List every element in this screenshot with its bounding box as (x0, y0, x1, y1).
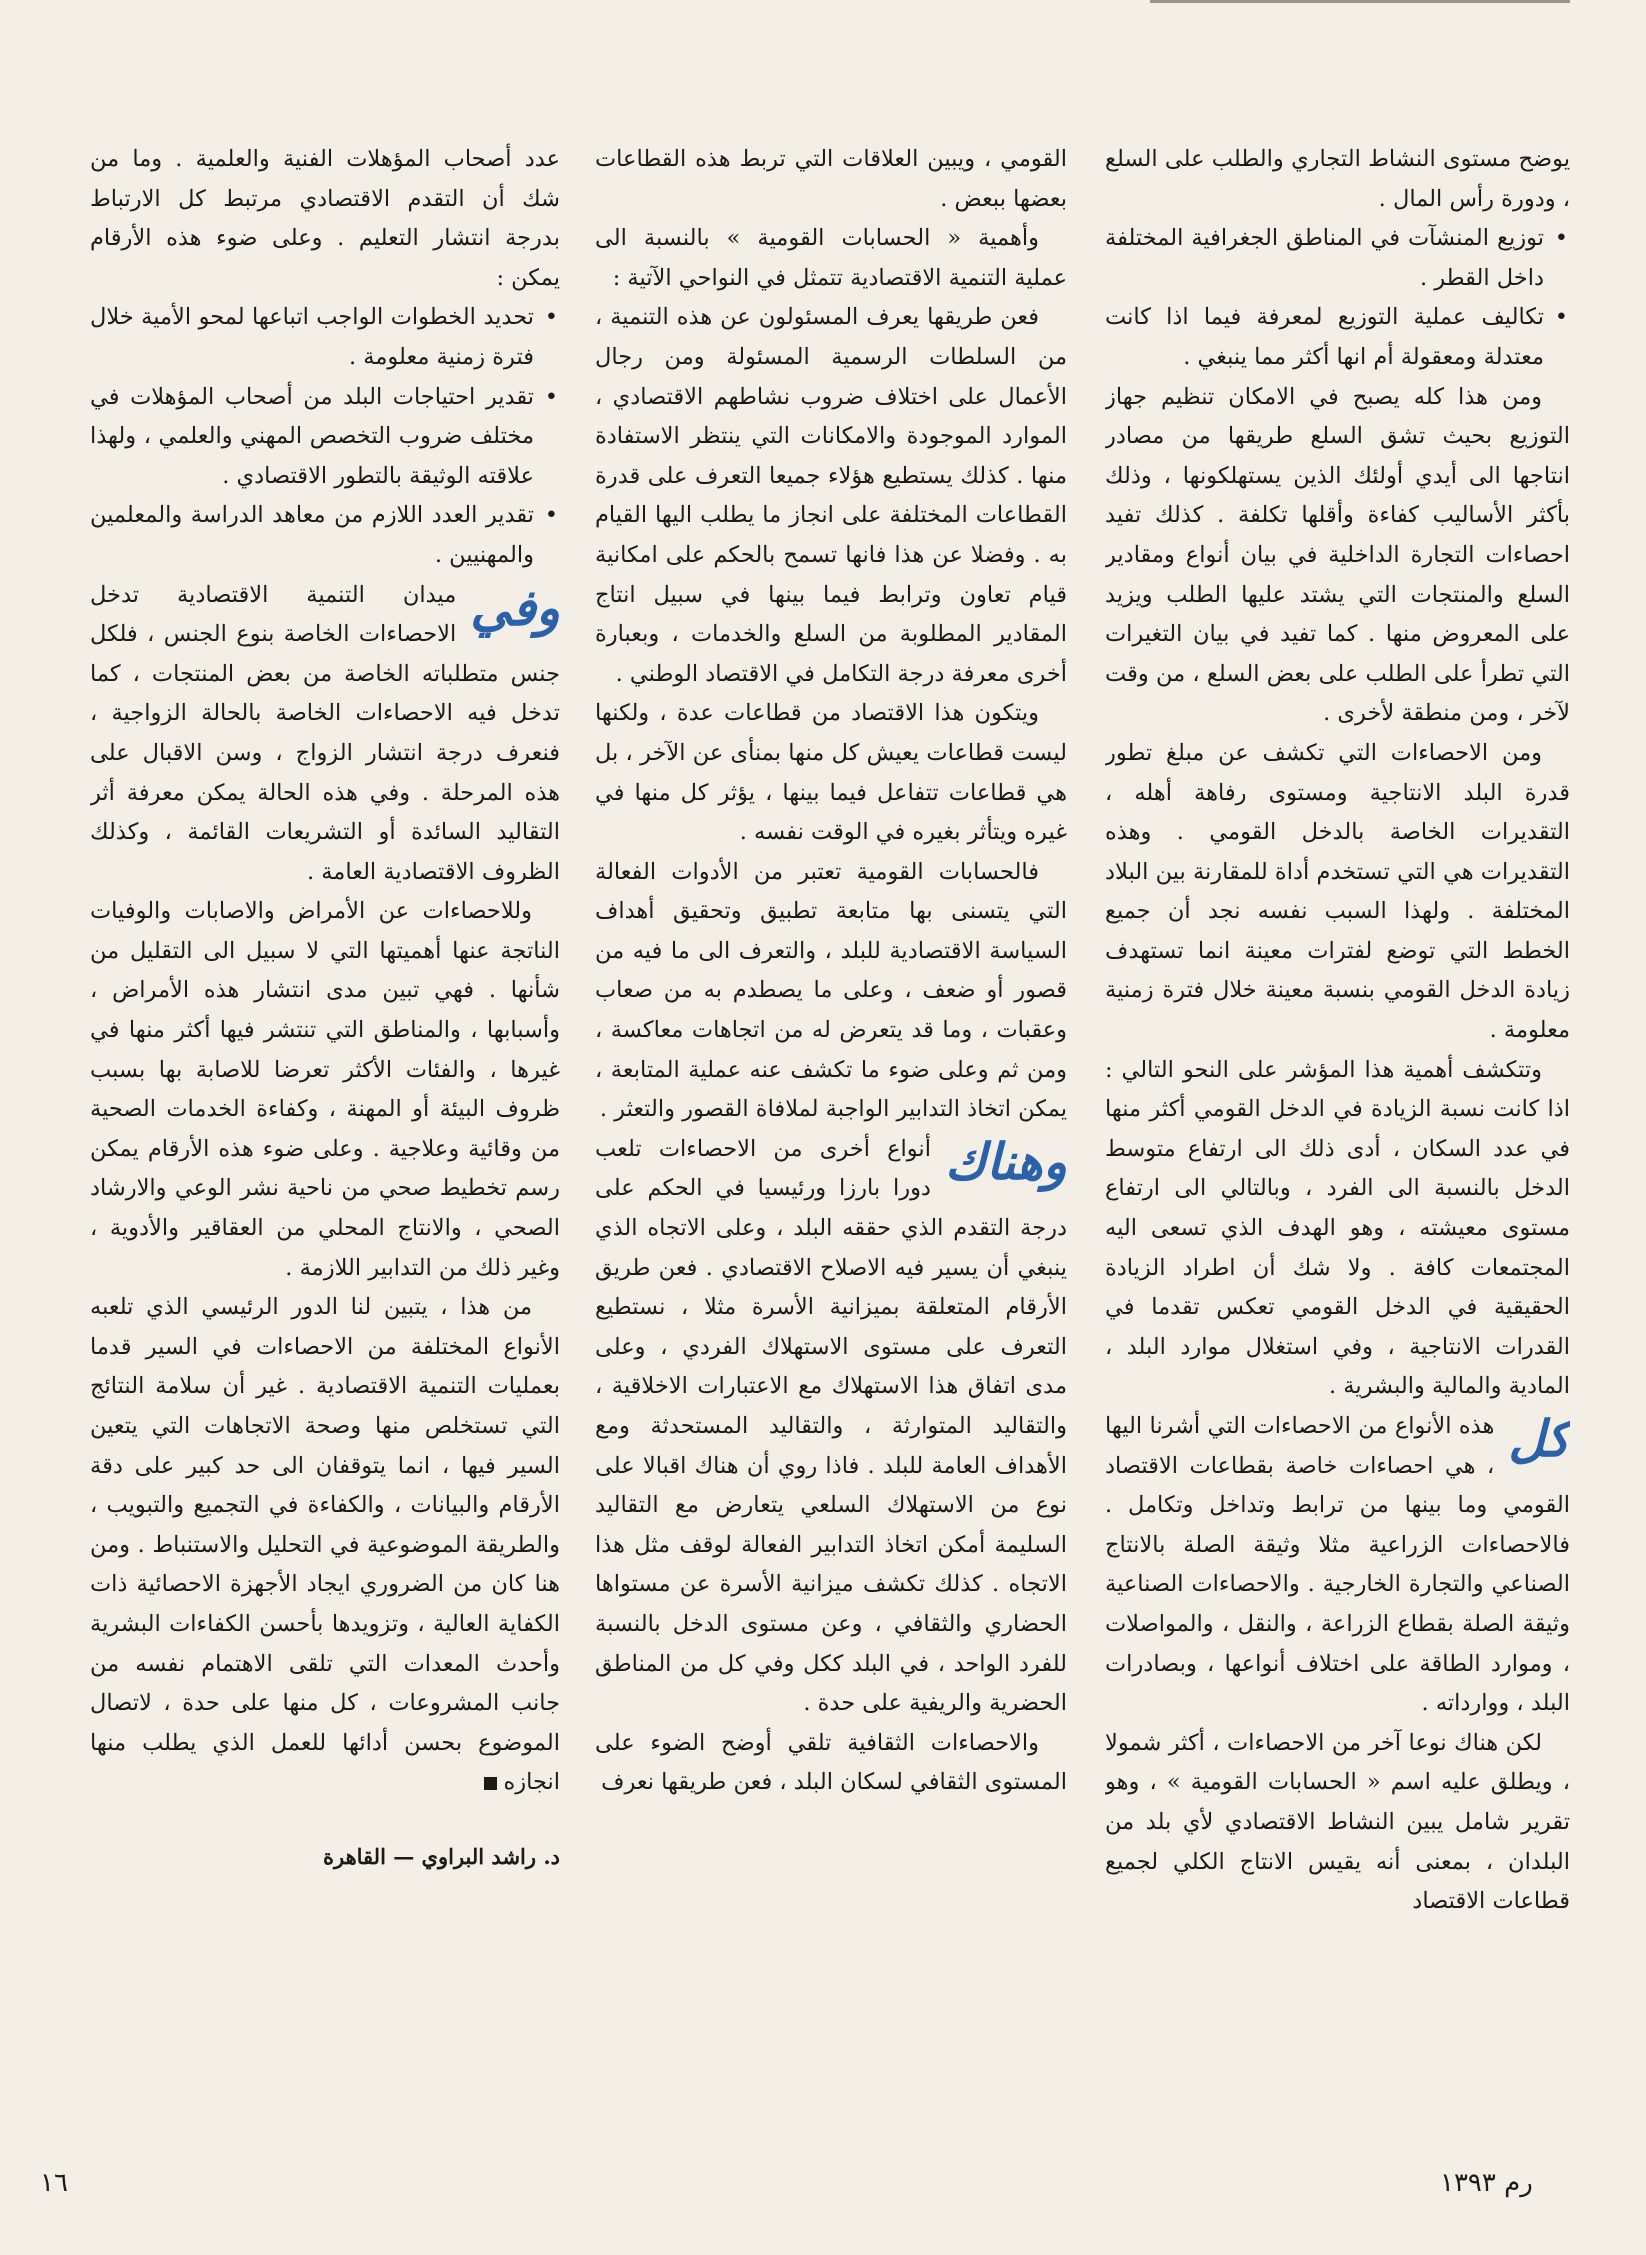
paragraph (90, 892, 560, 1288)
paragraph (90, 1288, 560, 1803)
paragraph (595, 1724, 1067, 1803)
column-middle (595, 140, 1067, 2130)
issue-number: رم ١٣٩٣ (1440, 2168, 1533, 2198)
paragraph-text: توزيع المنشآت في المناطق الجغرافية المختلفة داخل القطر . (1105, 225, 1544, 291)
bullet-item (90, 298, 560, 377)
paragraph (595, 219, 1067, 298)
bullet-item (90, 378, 560, 497)
section-dropcap: وهناك (944, 1131, 1067, 1191)
paragraph-text: وتتكشف أهمية هذا المؤشر على النحو التالي : اذا كانت نسبة الزيادة في الدخل القومي أكثر منها في عدد السكان ، أدى ذلك الى ارتفاع متوسط الدخل بالنسبة الى الفرد ، وبالتالي الى ارتفاع مستوى معيشته ، وهو الهدف الذي تسعى اليه المجتمعات كافة . ولا شك أن اطراد الزيادة الحقيقية في الدخل القومي تعكس تقدما في القدرات الانتاجية ، وفي استغلال موارد البلد ، المادية والمالية والبشرية . (1105, 1056, 1570, 1400)
paragraph-text: تكاليف عملية التوزيع لمعرفة فيما اذا كانت معتدلة ومعقولة أم انها أكثر مما ينبغي . (1105, 304, 1544, 370)
paragraph (90, 140, 560, 298)
section-paragraph (595, 1130, 1067, 1724)
paragraph-text: أنواع أخرى من الاحصاءات تلعب دورا بارزا ورئيسيا في الحكم على درجة التقدم الذي حققه البلد ، وعلى الاتجاه الذي ينبغي أن يسير فيه الاصلاح الاقتصادي . فعن طريق الأرقام المتعلقة بميزانية الأسرة مثلا ، نستطيع التعرف على مستوى الاستهلاك الفردي ، وعلى مدى اتفاق هذا الاستهلاك مع الاعتبارات الاخلاقية ، والتقاليد المتوارثة ، والتقاليد المستحدثة ومع الأهداف العامة للبلد . فاذا روي أن هناك اقبالا على نوع من الاستهلاك السلعي يتعارض مع التقاليد السليمة أمكن اتخاذ التدابير الفعالة لوقف مثل هذا الاتجاه . كذلك تكشف ميزانية الأسرة عن مستواها الحضاري والثقافي ، وعن مستوى الدخل بالنسبة للفرد الواحد ، في البلد ككل وفي كل من المناطق الحضرية والريفية على حدة . (595, 1135, 1067, 1717)
paragraph-text: ومن الاحصاءات التي تكشف عن مبلغ تطور قدرة البلد الانتاجية ومستوى رفاهة أهله ، التقديرات الخاصة بالدخل القومي . وهذه التقديرات هي التي تستخدم أداة للمقارنة بين البلاد المختلفة . ولهذا السبب نفسه نجد أن جميع الخطط التي توضع لفترات معينة انما تستهدف زيادة الدخل القومي بنسبة معينة خلال فترة زمنية معلومة . (1105, 739, 1570, 1044)
paragraph-text: هذه الأنواع من الاحصاءات التي أشرنا اليها ، هي احصاءات خاصة بقطاعات الاقتصاد القومي وما بينها من ترابط وتداخل وتكامل . فالاحصاءات الزراعية مثلا وثيقة الصلة بالانتاج الصناعي والتجارة الخارجية . والاحصاءات الصناعية وثيقة الصلة بقطاع الزراعة ، والنقل ، والمواصلات ، وموارد الطاقة على اختلاف أنواعها ، وبصادرات البلد ، ووارداته . (1105, 1413, 1570, 1717)
paragraph (1105, 1724, 1570, 1922)
paragraph-text: تقدير العدد اللازم من معاهد الدراسة والمعلمين والمهنيين . (90, 502, 534, 568)
bullet-item (90, 496, 560, 575)
column-left-body (90, 140, 560, 1803)
paragraph-text: والاحصاءات الثقافية تلقي أوضح الضوء على المستوى الثقافي لسكان البلد ، فعن طريقها نعرف (595, 1729, 1067, 1796)
paragraph-text: تقدير احتياجات البلد من أصحاب المؤهلات في مختلف ضروب التخصص المهني والعلمي ، ولهذا علاقته الوثيقة بالتطور الاقتصادي . (90, 383, 534, 489)
paragraph-text: يوضح مستوى النشاط التجاري والطلب على السلع ، ودورة رأس المال . (1105, 146, 1570, 212)
paragraph-text: القومي ، ويبين العلاقات التي تربط هذه القطاعات بعضها ببعض . (595, 146, 1067, 212)
column-right (1105, 140, 1570, 2130)
top-rule (1150, 0, 1570, 9)
section-paragraph (1105, 1407, 1570, 1724)
page-number: ١٦ (40, 2168, 68, 2198)
bullet-item (1105, 298, 1570, 377)
paragraph-text: عدد أصحاب المؤهلات الفنية والعلمية . وما من شك أن التقدم الاقتصادي مرتبط كل الارتباط بدرجة انتشار التعليم . وعلى ضوء هذه الأرقام يمكن : (90, 146, 560, 291)
paragraph-text: من هذا ، يتبين لنا الدور الرئيسي الذي تلعبه الأنواع المختلفة من الاحصاءات في السير قدما بعمليات التنمية الاقتصادية . غير أن سلامة النتائج التي تستخلص منها وصحة الاتجاهات التي يتعين السير فيها ، انما يتوقفان الى حد كبير على دقة الأرقام والبيانات ، والكفاءة في التجميع والتبويب ، والطريقة الموضوعية في التحليل والاستنباط . ومن هنا كان من الضروري ايجاد الأجهزة الاحصائية ذات الكفاية العالية ، وتزويدها بأحسن الكفاءات البشرية وأحدث المعدات التي تلقى الاهتمام نفسه من جانب المشروعات ، كل منها على حدة ، لاتصال الموضوع بحسن أدائها للعمل الذي يطلب منها انجازه (90, 1294, 560, 1796)
paragraph-text: وأهمية « الحسابات القومية » بالنسبة الى عملية التنمية الاقتصادية تتمثل في النواحي الآتية : (595, 225, 1067, 291)
paragraph (595, 694, 1067, 852)
paragraph (595, 298, 1067, 694)
end-of-article-mark (484, 1777, 497, 1790)
paragraph-text: ويتكون هذا الاقتصاد من قطاعات عدة ، ولكنها ليست قطاعات يعيش كل منها بمنأى عن الآخر ، بل هي قطاعات تتفاعل فيما بينها ، يؤثر كل منها في غيره ويتأثر بغيره في الوقت نفسه . (595, 700, 1067, 846)
paragraph-text: ميدان التنمية الاقتصادية تدخل الاحصاءات الخاصة بنوع الجنس ، فلكل جنس متطلباته الخاصة من بعض المنتجات ، كما تدخل فيه الاحصاءات الخاصة بالحالة الزواجية ، فنعرف درجة انتشار الزواج ، وسن الاقبال على هذه المرحلة . وفي هذه الحالة يمكن معرفة أثر التقاليد السائدة أو التشريعات القائمة ، وكذلك الظروف الاقتصادية العامة . (90, 581, 560, 885)
section-dropcap: كل (1508, 1409, 1570, 1468)
author-signature: د. راشد البراوي — القاهرة (323, 1843, 560, 1869)
paragraph (595, 853, 1067, 1130)
section-paragraph (90, 576, 560, 893)
section-dropcap: وفي (470, 577, 560, 637)
paragraph-text: وللاحصاءات عن الأمراض والاصابات والوفيات الناتجة عنها أهميتها التي لا سبيل الى التقليل من شأنها . فهي تبين مدى انتشار هذه الأمراض ، وأسبابها ، والمناطق التي تنتشر فيها أكثر منها في غيرها ، والفئات الأكثر تعرضا للاصابة بها بسبب ظروف البيئة أو المهنة ، وكفاءة الخدمات الصحية من وقائية وعلاجية . وعلى ضوء هذه الأرقام يمكن رسم تخطيط صحي من ناحية نشر الوعي والارشاد الصحي ، والانتاج المحلي من العقاقير والأدوية ، وغير ذلك من التدابير اللازمة . (90, 898, 560, 1281)
paragraph (1105, 378, 1570, 734)
bullet-item (1105, 219, 1570, 298)
column-left (90, 140, 560, 2130)
paragraph-text: فالحسابات القومية تعتبر من الأدوات الفعالة التي يتسنى بها متابعة تطبيق وتحقيق أهداف السياسة الاقتصادية للبلد ، والتعرف الى ما فيه من قصور أو ضعف ، وعلى ما يصطدم به من صعاب وعقبات ، وما قد يتعرض له من اتجاهات معاكسة ، ومن ثم وعلى ضوء ما تكشف عنه عملية المتابعة ، يمكن اتخاذ التدابير الواجبة لملافاة القصور والتعثر . (595, 858, 1067, 1123)
paragraph-text: تحديد الخطوات الواجب اتباعها لمحو الأمية خلال فترة زمنية معلومة . (90, 304, 534, 370)
paragraph-text: فعن طريقها يعرف المسئولون عن هذه التنمية ، من السلطات الرسمية المسئولة ومن رجال الأعمال على اختلاف ضروب نشاطهم الاقتصادي ، الموارد الموجودة والامكانات التي ينتظر الاستفادة منها . كذلك يستطيع هؤلاء جميعا التعرف على قدرة القطاعات المختلفة على انجاز ما يطلب اليها القيام به . وفضلا عن هذا فانها تسمح بالحكم على امكانية قيام تعاون وترابط فيما بينها في سبيل انتاج المقادير المطلوبة من السلع والخدمات ، وبعبارة أخرى معرفة درجة التكامل في الاقتصاد الوطني . (595, 304, 1067, 687)
paragraph (1105, 1051, 1570, 1407)
paragraph-text: ومن هذا كله يصبح في الامكان تنظيم جهاز التوزيع بحيث تشق السلع طريقها من مصادر انتاجها الى أيدي أولئك الذين يستهلكونها ، وذلك بأكثر الأساليب كفاءة وأقلها تكلفة . كذلك تفيد احصاءات التجارة الداخلية في بيان أنواع ومقادير السلع والمنتجات التي يشتد عليها الطلب ويزيد على المعروض منها . كما تفيد في بيان التغيرات التي تطرأ على الطلب على بعض السلع ، من وقت لآخر ، ومن منطقة لأخرى . (1105, 383, 1570, 727)
paragraph-text: لكن هناك نوعا آخر من الاحصاءات ، أكثر شمولا ، ويطلق عليه اسم « الحسابات القومية » ، وهو تقرير شامل يبين النشاط الاقتصادي لأي بلد من البلدان ، بمعنى أنه يقيس الانتاج الكلي لجميع قطاعات الاقتصاد (1105, 1729, 1570, 1915)
paragraph (1105, 140, 1570, 219)
paragraph (1105, 734, 1570, 1051)
paragraph (595, 140, 1067, 219)
